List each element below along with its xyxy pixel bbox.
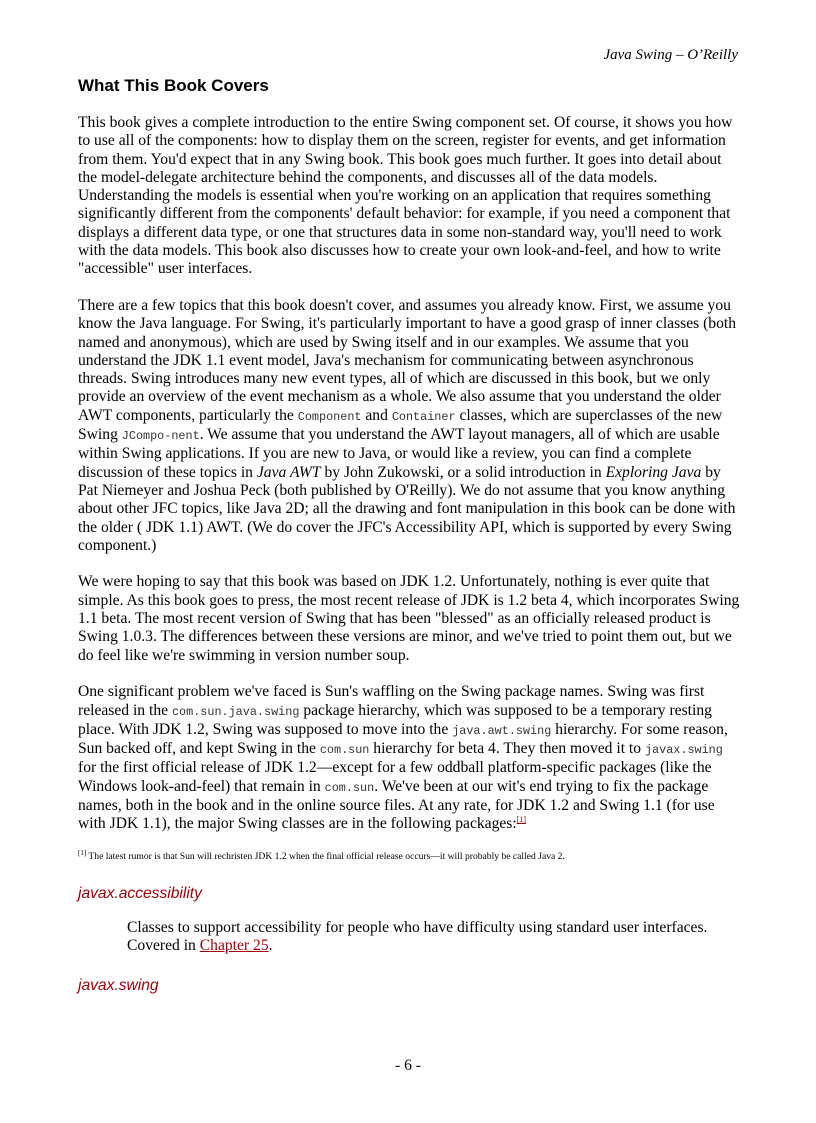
p2-text-4: . We assume that you understand the AWT layout managers, all of which are usable within Swing applications. If you are new to Java, or would like a review, you can find a complete discussion of these topics in xyxy=(78,426,720,481)
paragraph-2 xyxy=(78,297,740,555)
p4-text-2: package hierarchy, which was supposed to be a temporary resting place. With JDK 1.2, Swing was supposed to move into the xyxy=(78,701,712,738)
paragraph-1: This book gives a complete introduction to the entire Swing component set. Of course, it shows you how to use all of the components: how to display them on the screen, register for events, and get information from them. You'd expect that in any Swing book. This book goes much further. It goes into detail about the model-delegate architecture behind the components, and discusses all of the data models. Understanding the models is essential when you're working on an application that requires something significantly different from the components' default behavior: for example, if you need a component that displays a different data type, or one that structures data in some non-standard way, you'll need to work with the data models. This book also discusses how to create your own look-and-feel, and how to write "accessible" user interfaces. xyxy=(78,114,733,278)
p4-text-3: hierarchy. For some reason, Sun backed off, and kept Swing in the xyxy=(78,720,728,758)
p2-text-6: by Pat Niemeyer and Joshua Peck (both published by O'Reilly). We do not assume that you know anything about other JFC topics, like Java 2D; all the drawing and font manipulation in this book can be done with the older ( JDK 1.1) AWT. (We do cover the JFC's Accessibility API, which is supported by every Swing component.) xyxy=(78,463,736,554)
package-heading-swing: javax.swing xyxy=(78,976,159,994)
p2-text-3: classes, which are superclasses of the new Swing xyxy=(78,406,723,444)
book-title-java-awt: Java AWT xyxy=(256,463,321,481)
code-java-awt-swing: java.awt.swing xyxy=(452,723,552,738)
code-component: Component xyxy=(297,409,362,424)
pkg-desc-end: . xyxy=(268,937,273,955)
p4-text-1: One significant problem we've faced is Sun's waffling on the Swing package names. Swing was first released in the xyxy=(78,683,705,719)
p2-text-2: and xyxy=(365,406,388,424)
p4-text-5: for the first official release of JDK 1.2—except for a few oddball platform-specific packages (like the Windows look-and-feel) that remain in xyxy=(78,759,712,795)
code-javax-swing: javax.swing xyxy=(644,743,723,758)
footnote-number: [1] xyxy=(78,848,87,857)
pkg-desc-text: Classes to support accessibility for people who have difficulty using standard user interfaces. Covered in xyxy=(127,919,708,955)
book-title-exploring-java: Exploring Java xyxy=(605,463,702,481)
code-com-sun: com.sun xyxy=(319,743,370,758)
paragraph-3: We were hoping to say that this book was based on JDK 1.2. Unfortunately, nothing is ever quite that simple. As this book goes to press, the most recent release of JDK is 1.2 beta 4, which incorporates Swing 1.1 beta. The most recent version of Swing that has been "blessed" as an officially released product is Swing 1.0.3. The differences between these versions are minor, and we've tried to point them out, but we do feel like we're swimming in version number soup. xyxy=(78,573,740,664)
footnote-ref-link[interactable]: [1] xyxy=(516,815,527,825)
code-com-sun-2: com.sun xyxy=(324,780,375,795)
code-com-sun-java-swing: com.sun.java.swing xyxy=(171,704,300,719)
package-description-accessibility xyxy=(127,919,740,956)
p2-text-1: There are a few topics that this book doesn't cover, and assumes you already know. First, we assume you know the Java language. For Swing, it's particularly important to have a good grasp of inner classes (both named and anonymous), which are used by Swing itself and in our examples. We assume that you understand the JDK 1.1 event model, Java's mechanism for communicating between asynchronous threads. Swing introduces many new event types, all of which are discussed in this book, but we only provide an overview of the event mechanism as a whole. We also assume that you understand the older AWT components, particularly the xyxy=(78,296,737,424)
code-container: Container xyxy=(391,409,456,424)
chapter-25-link[interactable]: Chapter 25 xyxy=(199,937,269,955)
running-head: Java Swing – O’Reilly xyxy=(603,47,738,63)
paragraph-4 xyxy=(78,683,740,833)
body-text xyxy=(78,114,740,1011)
section-title: What This Book Covers xyxy=(78,76,269,95)
p4-text-4: hierarchy for beta 4. They then moved it to xyxy=(373,740,642,758)
p2-text-5: by John Zukowski, or a solid introduction in xyxy=(324,463,602,481)
p4-text-6: . We've been at our wit's end trying to fix the package names, both in the book and in the online source files. At any rate, for JDK 1.2 and Swing 1.1 (for use with JDK 1.1), the major Swing classes are in the following packages: xyxy=(78,777,715,833)
code-jcomponent: JCompo-nent xyxy=(121,429,200,444)
footnote xyxy=(78,848,740,866)
page-number: - 6 - xyxy=(395,1057,421,1074)
package-heading-accessibility: javax.accessibility xyxy=(78,884,202,902)
footnote-text: The latest rumor is that Sun will rechristen JDK 1.2 when the final official release occurs—it will probably be called Java 2. xyxy=(88,850,565,862)
